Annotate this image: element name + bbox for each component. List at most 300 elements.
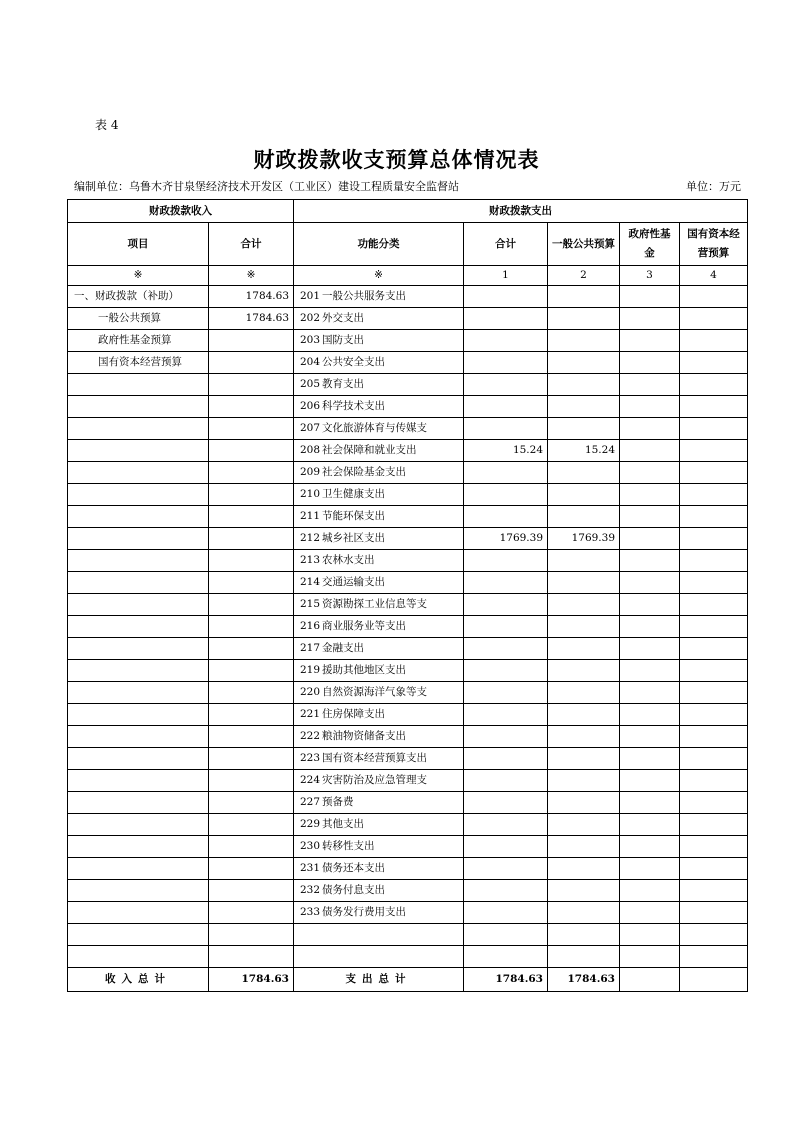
category-name: 国有资本经营预算支出 <box>322 752 427 764</box>
expense-grand-total: 1784.63 <box>464 968 548 992</box>
income-total-cell <box>209 440 294 462</box>
income-total-header: 合计 <box>209 223 294 266</box>
table-row <box>68 682 748 704</box>
general-budget-cell <box>548 308 620 330</box>
expense-total-cell <box>464 418 548 440</box>
category-name: 文化旅游体育与传媒支 <box>322 422 427 434</box>
income-item-cell <box>68 770 209 792</box>
category-code: 206 <box>300 400 321 412</box>
state-capital-cell <box>680 528 748 550</box>
category-code: 214 <box>300 576 321 588</box>
general-budget-cell <box>548 352 620 374</box>
expense-total-cell <box>464 858 548 880</box>
income-item-cell <box>68 726 209 748</box>
state-capital-cell <box>680 506 748 528</box>
income-grand-total: 1784.63 <box>209 968 294 992</box>
income-total-cell <box>209 858 294 880</box>
table-number: 表 4 <box>95 118 119 132</box>
category-code: 232 <box>300 884 321 896</box>
state-capital-cell <box>680 462 748 484</box>
category-cell <box>294 506 464 528</box>
state-capital-cell <box>680 770 748 792</box>
table-row <box>68 572 748 594</box>
gov-fund-cell <box>620 440 680 462</box>
income-total-label: 收入总计 <box>68 968 209 992</box>
income-item-cell <box>68 682 209 704</box>
state-capital-cell <box>680 418 748 440</box>
state-capital-cell <box>680 660 748 682</box>
gov-fund-cell <box>620 286 680 308</box>
category-name: 其他支出 <box>322 818 364 830</box>
general-budget-cell <box>548 792 620 814</box>
general-budget-grand-total: 1784.63 <box>548 968 620 992</box>
expense-total-cell <box>464 924 548 946</box>
category-name: 金融支出 <box>322 642 364 654</box>
index-cell: 4 <box>680 266 748 286</box>
table-row <box>68 308 748 330</box>
general-budget-cell <box>548 330 620 352</box>
income-item-cell <box>68 704 209 726</box>
income-total-cell <box>209 638 294 660</box>
income-total-cell <box>209 792 294 814</box>
category-code: 203 <box>300 334 321 346</box>
table-row <box>68 330 748 352</box>
category-code: 230 <box>300 840 321 852</box>
table-row <box>68 484 748 506</box>
category-cell <box>294 352 464 374</box>
income-group-header: 财政拨款收入 <box>68 200 294 223</box>
state-capital-cell <box>680 638 748 660</box>
general-budget-cell: 15.24 <box>548 440 620 462</box>
expense-total-cell <box>464 792 548 814</box>
income-total-cell <box>209 660 294 682</box>
category-code: 210 <box>300 488 321 500</box>
expense-group-header: 财政拨款支出 <box>294 200 748 223</box>
gov-fund-cell <box>620 506 680 528</box>
category-name: 城乡社区支出 <box>322 532 385 544</box>
table-row <box>68 946 748 968</box>
income-total-cell <box>209 836 294 858</box>
general-budget-cell <box>548 572 620 594</box>
general-budget-cell <box>548 286 620 308</box>
category-name: 债务发行费用支出 <box>322 906 406 918</box>
category-code: 211 <box>300 510 321 522</box>
category-cell <box>294 660 464 682</box>
category-cell <box>294 616 464 638</box>
gov-fund-cell <box>620 418 680 440</box>
table-row <box>68 858 748 880</box>
index-row <box>68 266 748 286</box>
general-budget-cell <box>548 396 620 418</box>
gov-fund-cell <box>620 946 680 968</box>
category-code: 233 <box>300 906 321 918</box>
gov-fund-cell <box>620 572 680 594</box>
category-cell <box>294 484 464 506</box>
category-header: 功能分类 <box>294 223 464 266</box>
income-item-cell: 国有资本经营预算 <box>68 352 209 374</box>
general-budget-cell <box>548 682 620 704</box>
category-cell <box>294 440 464 462</box>
income-total-cell <box>209 506 294 528</box>
income-item-cell <box>68 638 209 660</box>
category-name: 粮油物资储备支出 <box>322 730 406 742</box>
expense-total-cell <box>464 616 548 638</box>
category-name: 一般公共服务支出 <box>322 290 406 302</box>
gov-fund-cell <box>620 528 680 550</box>
expense-total-cell <box>464 880 548 902</box>
header-group-row <box>68 200 748 223</box>
gov-fund-cell <box>620 638 680 660</box>
state-capital-cell <box>680 440 748 462</box>
general-budget-cell <box>548 550 620 572</box>
category-cell <box>294 330 464 352</box>
expense-total-label: 支出总计 <box>294 968 464 992</box>
income-item-cell: 一般公共预算 <box>68 308 209 330</box>
general-budget-cell <box>548 418 620 440</box>
gov-fund-cell <box>620 396 680 418</box>
category-code: 201 <box>300 290 321 302</box>
table-row <box>68 726 748 748</box>
category-cell <box>294 374 464 396</box>
category-cell <box>294 308 464 330</box>
gov-fund-cell <box>620 880 680 902</box>
gov-fund-cell <box>620 902 680 924</box>
page-title: 财政拨款收支预算总体情况表 <box>253 147 540 172</box>
gov-fund-cell <box>620 550 680 572</box>
category-name: 交通运输支出 <box>322 576 385 588</box>
table-row <box>68 880 748 902</box>
category-code: 207 <box>300 422 321 434</box>
table-row <box>68 792 748 814</box>
table-row <box>68 902 748 924</box>
income-total-cell <box>209 814 294 836</box>
income-total-cell <box>209 484 294 506</box>
category-cell <box>294 638 464 660</box>
expense-total-cell: 15.24 <box>464 440 548 462</box>
income-total-cell <box>209 374 294 396</box>
general-budget-cell <box>548 484 620 506</box>
general-budget-cell <box>548 726 620 748</box>
income-item-cell <box>68 880 209 902</box>
category-code: 209 <box>300 466 321 478</box>
category-cell <box>294 880 464 902</box>
table-row <box>68 440 748 462</box>
income-total-cell <box>209 770 294 792</box>
expense-total-cell <box>464 682 548 704</box>
gov-fund-cell <box>620 748 680 770</box>
income-item-cell <box>68 396 209 418</box>
expense-total-cell <box>464 352 548 374</box>
general-budget-cell <box>548 814 620 836</box>
organization-label: 编制单位：乌鲁木齐甘泉堡经济技术开发区（工业区）建设工程质量安全监督站 <box>74 180 459 193</box>
table-row <box>68 396 748 418</box>
category-name: 国防支出 <box>322 334 364 346</box>
category-cell <box>294 594 464 616</box>
expense-total-cell <box>464 462 548 484</box>
category-code: 205 <box>300 378 321 390</box>
gov-fund-cell <box>620 858 680 880</box>
general-budget-cell <box>548 836 620 858</box>
table-row <box>68 550 748 572</box>
income-total-cell <box>209 726 294 748</box>
income-item-cell <box>68 440 209 462</box>
income-total-cell: 1784.63 <box>209 308 294 330</box>
income-item-cell <box>68 506 209 528</box>
gov-fund-cell <box>620 660 680 682</box>
budget-table <box>67 199 748 992</box>
state-capital-cell <box>680 902 748 924</box>
general-budget-cell <box>548 770 620 792</box>
income-item-cell <box>68 528 209 550</box>
income-item-cell <box>68 924 209 946</box>
state-capital-cell <box>680 550 748 572</box>
income-item-cell <box>68 418 209 440</box>
table-row <box>68 528 748 550</box>
expense-total-cell <box>464 594 548 616</box>
expense-total-cell <box>464 902 548 924</box>
general-budget-cell <box>548 902 620 924</box>
category-cell <box>294 704 464 726</box>
table-row <box>68 462 748 484</box>
income-total-cell <box>209 616 294 638</box>
income-item-cell <box>68 836 209 858</box>
general-budget-cell <box>548 946 620 968</box>
income-total-cell <box>209 396 294 418</box>
table-row <box>68 374 748 396</box>
gov-fund-cell <box>620 484 680 506</box>
expense-total-cell <box>464 308 548 330</box>
income-total-cell: 1784.63 <box>209 286 294 308</box>
item-header: 项目 <box>68 223 209 266</box>
income-item-cell <box>68 616 209 638</box>
income-item-cell <box>68 572 209 594</box>
category-code: 219 <box>300 664 321 676</box>
income-total-cell <box>209 528 294 550</box>
general-budget-cell <box>548 374 620 396</box>
state-capital-cell <box>680 704 748 726</box>
category-cell <box>294 572 464 594</box>
category-cell <box>294 902 464 924</box>
category-name: 自然资源海洋气象等支 <box>322 686 427 698</box>
category-cell <box>294 814 464 836</box>
gov-fund-cell <box>620 814 680 836</box>
gov-fund-cell <box>620 792 680 814</box>
category-name: 援助其他地区支出 <box>322 664 406 676</box>
table-row <box>68 418 748 440</box>
category-code: 222 <box>300 730 321 742</box>
state-capital-cell <box>680 880 748 902</box>
income-total-cell <box>209 572 294 594</box>
category-name: 节能环保支出 <box>322 510 385 522</box>
income-item-cell <box>68 946 209 968</box>
category-name: 债务还本支出 <box>322 862 385 874</box>
category-name: 商业服务业等支出 <box>322 620 406 632</box>
gov-fund-cell <box>620 924 680 946</box>
state-capital-cell <box>680 924 748 946</box>
state-capital-grand-total <box>680 968 748 992</box>
gov-fund-grand-total <box>620 968 680 992</box>
state-capital-header: 国有资本经营预算 <box>680 223 748 266</box>
gov-fund-cell <box>620 462 680 484</box>
income-item-cell <box>68 748 209 770</box>
expense-total-cell <box>464 660 548 682</box>
expense-total-cell <box>464 704 548 726</box>
category-name: 科学技术支出 <box>322 400 385 412</box>
general-budget-cell <box>548 880 620 902</box>
expense-total-cell <box>464 726 548 748</box>
income-total-cell <box>209 352 294 374</box>
category-code: 212 <box>300 532 321 544</box>
state-capital-cell <box>680 814 748 836</box>
expense-total-cell <box>464 814 548 836</box>
gov-fund-cell <box>620 594 680 616</box>
category-code: 217 <box>300 642 321 654</box>
expense-total-cell <box>464 550 548 572</box>
state-capital-cell <box>680 594 748 616</box>
gov-fund-cell <box>620 616 680 638</box>
table-row <box>68 924 748 946</box>
category-cell <box>294 924 464 946</box>
unit-label: 单位：万元 <box>686 180 741 193</box>
table-row <box>68 506 748 528</box>
state-capital-cell <box>680 308 748 330</box>
category-name: 资源勘探工业信息等支 <box>322 598 427 610</box>
general-budget-cell <box>548 594 620 616</box>
state-capital-cell <box>680 352 748 374</box>
income-total-cell <box>209 682 294 704</box>
expense-total-cell <box>464 286 548 308</box>
gov-fund-cell <box>620 682 680 704</box>
category-code: 227 <box>300 796 321 808</box>
income-total-cell <box>209 880 294 902</box>
income-item-cell <box>68 792 209 814</box>
general-budget-cell <box>548 704 620 726</box>
table-row <box>68 704 748 726</box>
income-total-cell <box>209 594 294 616</box>
table-row <box>68 594 748 616</box>
category-name: 农林水支出 <box>322 554 375 566</box>
category-name: 住房保障支出 <box>322 708 385 720</box>
expense-total-header: 合计 <box>464 223 548 266</box>
income-total-cell <box>209 330 294 352</box>
category-code: 221 <box>300 708 321 720</box>
income-total-cell <box>209 704 294 726</box>
category-cell <box>294 748 464 770</box>
general-budget-cell <box>548 638 620 660</box>
expense-total-cell <box>464 484 548 506</box>
category-name: 社会保障和就业支出 <box>322 444 417 456</box>
gov-fund-cell <box>620 704 680 726</box>
expense-total-cell <box>464 330 548 352</box>
income-total-cell <box>209 902 294 924</box>
header-column-row <box>68 223 748 266</box>
state-capital-cell <box>680 484 748 506</box>
general-budget-header: 一般公共预算 <box>548 223 620 266</box>
state-capital-cell <box>680 572 748 594</box>
category-code: 213 <box>300 554 321 566</box>
table-row <box>68 638 748 660</box>
income-item-cell <box>68 550 209 572</box>
income-item-cell <box>68 902 209 924</box>
table-row <box>68 814 748 836</box>
state-capital-cell <box>680 286 748 308</box>
expense-total-cell <box>464 506 548 528</box>
category-cell <box>294 286 464 308</box>
category-code: 208 <box>300 444 321 456</box>
gov-fund-cell <box>620 352 680 374</box>
gov-fund-cell <box>620 374 680 396</box>
expense-total-cell <box>464 374 548 396</box>
category-cell <box>294 836 464 858</box>
category-name: 灾害防治及应急管理支 <box>322 774 427 786</box>
table-row <box>68 770 748 792</box>
general-budget-cell <box>548 462 620 484</box>
category-name: 公共安全支出 <box>322 356 385 368</box>
state-capital-cell <box>680 396 748 418</box>
category-cell <box>294 726 464 748</box>
category-cell <box>294 792 464 814</box>
expense-total-cell <box>464 946 548 968</box>
expense-total-cell <box>464 572 548 594</box>
income-item-cell <box>68 660 209 682</box>
category-name: 社会保险基金支出 <box>322 466 406 478</box>
state-capital-cell <box>680 616 748 638</box>
index-cell: 2 <box>548 266 620 286</box>
table-row <box>68 836 748 858</box>
category-name: 卫生健康支出 <box>322 488 385 500</box>
state-capital-cell <box>680 858 748 880</box>
category-cell <box>294 462 464 484</box>
category-cell <box>294 858 464 880</box>
general-budget-cell <box>548 924 620 946</box>
expense-total-cell <box>464 396 548 418</box>
category-code: 224 <box>300 774 321 786</box>
general-budget-cell <box>548 858 620 880</box>
expense-total-cell <box>464 748 548 770</box>
gov-fund-header: 政府性基金 <box>620 223 680 266</box>
category-code: 229 <box>300 818 321 830</box>
expense-total-cell: 1769.39 <box>464 528 548 550</box>
category-cell <box>294 946 464 968</box>
state-capital-cell <box>680 682 748 704</box>
category-code: 202 <box>300 312 321 324</box>
state-capital-cell <box>680 792 748 814</box>
category-cell <box>294 418 464 440</box>
category-cell <box>294 528 464 550</box>
category-code: 204 <box>300 356 321 368</box>
income-total-cell <box>209 550 294 572</box>
income-total-cell <box>209 748 294 770</box>
table-row <box>68 286 748 308</box>
income-item-cell <box>68 858 209 880</box>
category-name: 转移性支出 <box>322 840 375 852</box>
general-budget-cell <box>548 748 620 770</box>
gov-fund-cell <box>620 726 680 748</box>
income-item-cell <box>68 594 209 616</box>
expense-total-cell <box>464 770 548 792</box>
general-budget-cell <box>548 660 620 682</box>
state-capital-cell <box>680 374 748 396</box>
index-cell: 3 <box>620 266 680 286</box>
category-name: 外交支出 <box>322 312 364 324</box>
category-code: 216 <box>300 620 321 632</box>
gov-fund-cell <box>620 330 680 352</box>
table-row <box>68 748 748 770</box>
category-cell <box>294 682 464 704</box>
index-cell: ※ <box>68 266 209 286</box>
expense-total-cell <box>464 638 548 660</box>
totals-row <box>68 968 748 992</box>
